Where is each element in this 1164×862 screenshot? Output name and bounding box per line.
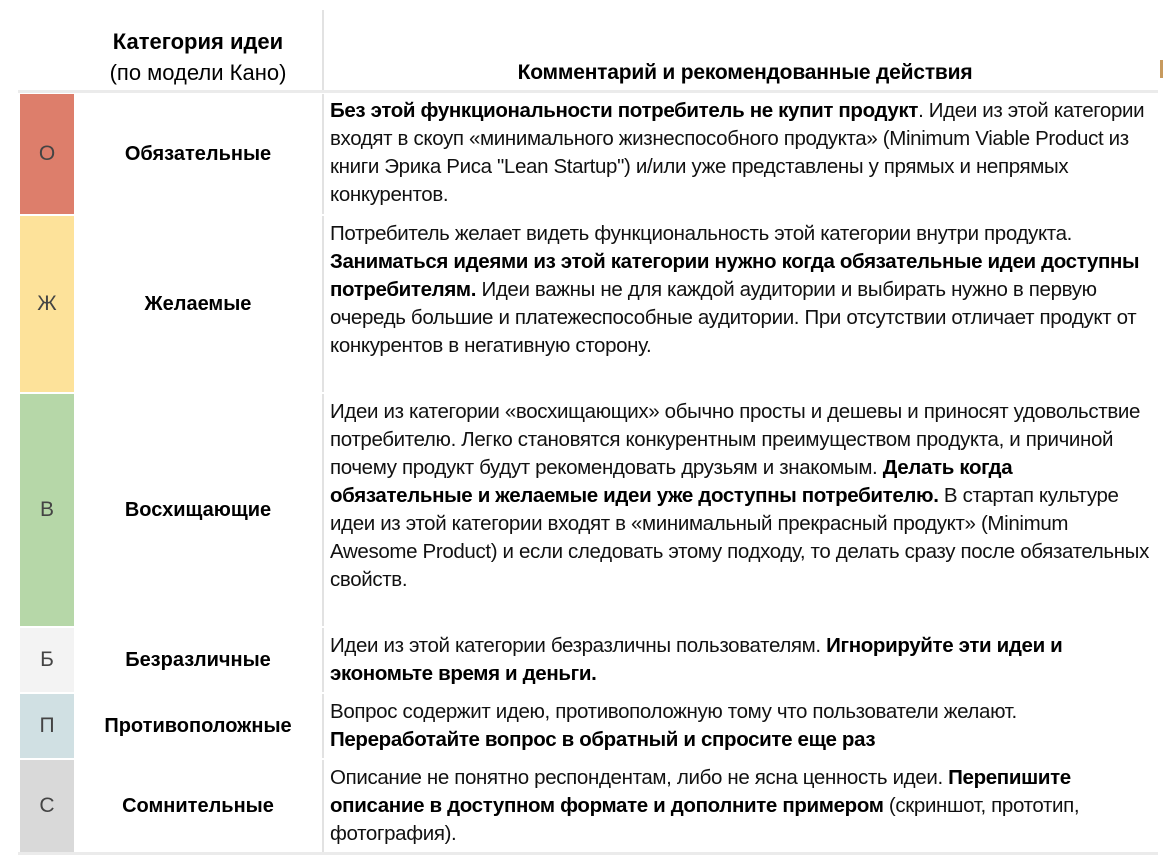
category-label: Безразличные [125,648,271,671]
category-label: Противоположные [104,714,292,737]
table-row-must-be [0,94,1164,214]
column-divider [322,694,324,758]
table-row-desired [0,216,1164,392]
column-divider [322,760,324,852]
category-column-header [76,26,320,88]
category-code: П [39,714,55,737]
column-divider [322,216,324,392]
category-color-swatch [20,216,74,392]
category-code: В [39,498,54,521]
category-comment: Идеи из этой категории безразличны пользователям. Игнорируйте эти идеи и экономьте время и деньги. [330,634,1063,685]
category-code: Ж [37,292,57,315]
category-label: Обязательные [124,142,272,165]
table-row-attractive [0,394,1164,626]
table-row-questionable [0,760,1164,852]
category-comment: Потребитель желает видеть функциональность этой категории внутри продукта. Заниматься идеями из этой категории нужно когда обязательные идеи доступны потребителям. Идеи важны не для каждой аудитории и выбирать нужно в первую очередь большие и платежеспособные аудитории. При отсутствии отличает продукт от конкурентов в негативную сторону. [330,222,1140,357]
category-comment: Описание не понятно респондентам, либо не ясна ценность идеи. Перепишите описание в доступном формате и дополните примером (скриншот, прототип, фотография). [330,766,1080,845]
category-color-swatch [20,760,74,852]
column-divider [322,628,324,692]
header-bottom-border [18,90,1158,93]
category-comment: Вопрос содержит идею, противоположную тому что пользователи желают. Переработайте вопрос в обратный и спросите еще раз [330,700,1017,751]
column-divider-header [322,10,324,90]
comment-column-header: Комментарий и рекомендованные действия [517,61,973,84]
table-row-indifferent [0,628,1164,692]
category-label: Желаемые [144,292,252,315]
category-color-swatch [20,628,74,692]
category-color-swatch [20,694,74,758]
category-code: О [38,142,56,165]
column-divider [322,394,324,626]
category-code: Б [40,648,54,671]
category-comment: Идеи из категории «восхищающих» обычно просты и дешевы и приносят удовольствие потребителю. Легко становятся конкурентным преимуществом продукта, и причиной почему продукт будут рекомендовать друзьям и знакомым. Делать когда обязательные и желаемые идеи уже доступны потребителю. В стартап культуре идеи из этой категории входят в «минимальный прекрасный продукт» (Minimum Awesome Product) и если следовать этому подходу, то делать сразу после обязательных свойств. [330,400,1149,591]
column-divider [322,94,324,214]
edge-marker [1160,60,1163,78]
category-code: С [39,794,55,817]
category-comment: Без этой функциональности потребитель не купит продукт. Идеи из этой категории входят в скоуп «минимального жизнеспособного продукта» (Minimum Viable Product из книги Эрика Риса "Lean Startup") и/или уже представлены у прямых и непрямых конкурентов. [330,99,1145,206]
category-color-swatch [20,94,74,214]
table-bottom-border [18,852,1158,855]
category-header-title: Категория идеи [112,29,284,54]
category-header-subtitle: (по модели Кано) [109,60,287,85]
category-label: Сомнительные [122,794,274,817]
category-label: Восхищающие [124,498,272,521]
table-row-reverse [0,694,1164,758]
category-color-swatch [20,394,74,626]
